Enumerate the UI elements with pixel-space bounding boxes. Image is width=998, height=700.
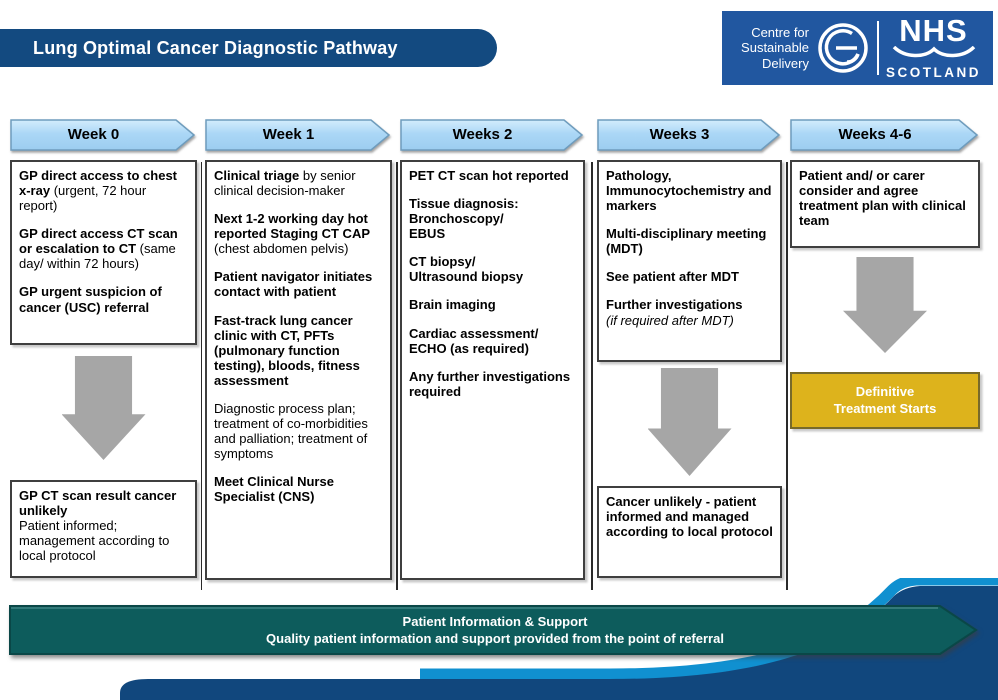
text-segment: Pathology, Immunocytochemistry and markers — [606, 168, 772, 214]
pathway-box — [10, 480, 197, 578]
paragraph — [214, 474, 383, 504]
week-label: Week 1 — [262, 126, 315, 143]
paragraph — [214, 313, 383, 388]
column-header-week-1 — [205, 118, 392, 152]
paragraph — [409, 196, 576, 241]
text-segment: by senior clinical decision-maker — [214, 168, 356, 199]
cfsd-org-line: Sustainable — [741, 40, 809, 56]
paragraph — [409, 254, 576, 284]
cfsd-org-line: Delivery — [762, 55, 809, 71]
text-segment: Patient navigator initiates contact with patient — [214, 269, 373, 300]
text-segment: Next 1-2 working day hot reported Staging CT CAP — [214, 211, 371, 242]
cfsd-org-name — [741, 25, 809, 71]
text-segment: (if required after MDT) — [606, 312, 734, 328]
paragraph — [606, 297, 773, 327]
column-header-weeks-3 — [597, 118, 782, 152]
column-header-weeks-2 — [400, 118, 585, 152]
page-title-banner — [0, 29, 497, 67]
week-label: Weeks 3 — [649, 126, 710, 143]
text-segment: Further investigations — [606, 297, 743, 313]
text-segment: Definitive — [855, 383, 915, 399]
text-segment: Diagnostic process plan; treatment of co-morbidities and palliation; treatment of symptoms — [214, 400, 368, 462]
bottom-decoration — [0, 578, 998, 700]
paragraph — [409, 369, 576, 399]
text-segment: GP urgent suspicion of cancer (USC) referral — [19, 284, 162, 315]
paragraph — [606, 168, 773, 213]
pathway-box — [597, 160, 782, 362]
cfsd-circle-icon — [816, 21, 870, 75]
paragraph — [19, 226, 188, 271]
nhs-swoosh-icon — [891, 46, 977, 59]
text-segment: Treatment Starts — [833, 400, 937, 416]
patient-info-banner-line1: Patient Information & Support — [402, 614, 588, 629]
paragraph — [19, 168, 188, 213]
paragraph — [19, 488, 188, 563]
text-segment: Bronchoscopy/ — [409, 211, 504, 227]
pathway-box — [400, 160, 585, 580]
paragraph — [606, 494, 773, 539]
paragraph — [19, 284, 188, 314]
text-segment: GP CT scan result cancer unlikely — [19, 488, 177, 519]
text-segment: Brain imaging — [409, 297, 496, 313]
pathway-box — [10, 160, 197, 345]
logo-divider — [877, 21, 879, 75]
patient-info-banner-line2: Quality patient information and support provided from the point of referral — [266, 631, 724, 646]
nhs-logo — [722, 11, 993, 85]
text-segment: Cancer unlikely - patient informed and managed according to local protocol — [606, 494, 773, 540]
paragraph — [409, 326, 576, 356]
text-segment: (same day/ within 72 hours) — [19, 241, 176, 272]
paragraph — [799, 384, 971, 418]
nhs-scotland-wordmark — [886, 13, 981, 80]
paragraph — [606, 269, 773, 284]
text-segment: EBUS — [409, 226, 446, 242]
text-segment: Any further investigations required — [409, 368, 571, 399]
down-arrow-icon — [648, 368, 732, 476]
pathway-box — [597, 486, 782, 578]
column-separator — [786, 162, 788, 590]
paragraph — [606, 226, 773, 256]
paragraph — [799, 168, 971, 228]
paragraph — [214, 168, 383, 198]
text-segment: CT biopsy/ — [409, 254, 476, 270]
down-arrow-icon — [843, 257, 927, 353]
column-header-week-0 — [10, 118, 197, 152]
paragraph — [214, 211, 383, 256]
text-segment: Multi-disciplinary meeting (MDT) — [606, 226, 767, 257]
text-segment: Ultrasound biopsy — [409, 269, 524, 285]
text-segment: Fast-track lung cancer clinic with CT, PFTs (pulmonary function testing), bloods, fitness assessment — [214, 312, 360, 388]
page-title: Lung Optimal Cancer Diagnostic Pathway — [33, 38, 398, 58]
text-segment: Clinical triage — [214, 168, 300, 183]
pathway-box — [790, 160, 980, 248]
scotland-word: SCOTLAND — [886, 64, 981, 80]
column-separator — [396, 162, 398, 590]
text-segment: ECHO (as required) — [409, 340, 529, 356]
text-segment: Meet Clinical Nurse Specialist (CNS) — [214, 474, 334, 505]
text-segment: (chest abdomen pelvis) — [214, 241, 349, 257]
paragraph — [214, 401, 383, 461]
column-header-weeks-4-6 — [790, 118, 980, 152]
week-label: Week 0 — [67, 126, 120, 143]
text-segment: GP direct access CT scan or escalation to CT — [19, 226, 178, 257]
text-segment: PET CT scan hot reported — [409, 168, 569, 183]
cfsd-org-line: Centre for — [751, 25, 809, 40]
week-label: Weeks 2 — [452, 126, 513, 143]
text-segment: Patient informed; management according to local protocol — [19, 518, 170, 564]
down-arrow-icon — [62, 356, 146, 460]
paragraph — [409, 297, 576, 312]
nhs-word: NHS — [899, 13, 968, 49]
text-segment: GP direct access to chest x-ray — [19, 168, 178, 199]
text-segment: (urgent, 72 hour report) — [19, 183, 147, 214]
definitive-treatment-box — [790, 372, 980, 429]
week-label: Weeks 4-6 — [838, 126, 912, 143]
column-separator — [201, 162, 203, 590]
text-segment: Cardiac assessment/ — [409, 325, 539, 341]
paragraph — [409, 168, 576, 183]
pathway-box — [205, 160, 392, 580]
text-segment: See patient after MDT — [606, 269, 739, 285]
text-segment: Tissue diagnosis: — [409, 196, 519, 212]
text-segment: Patient and/ or carer consider and agree treatment plan with clinical team — [799, 168, 966, 229]
paragraph — [214, 269, 383, 299]
column-separator — [591, 162, 593, 590]
